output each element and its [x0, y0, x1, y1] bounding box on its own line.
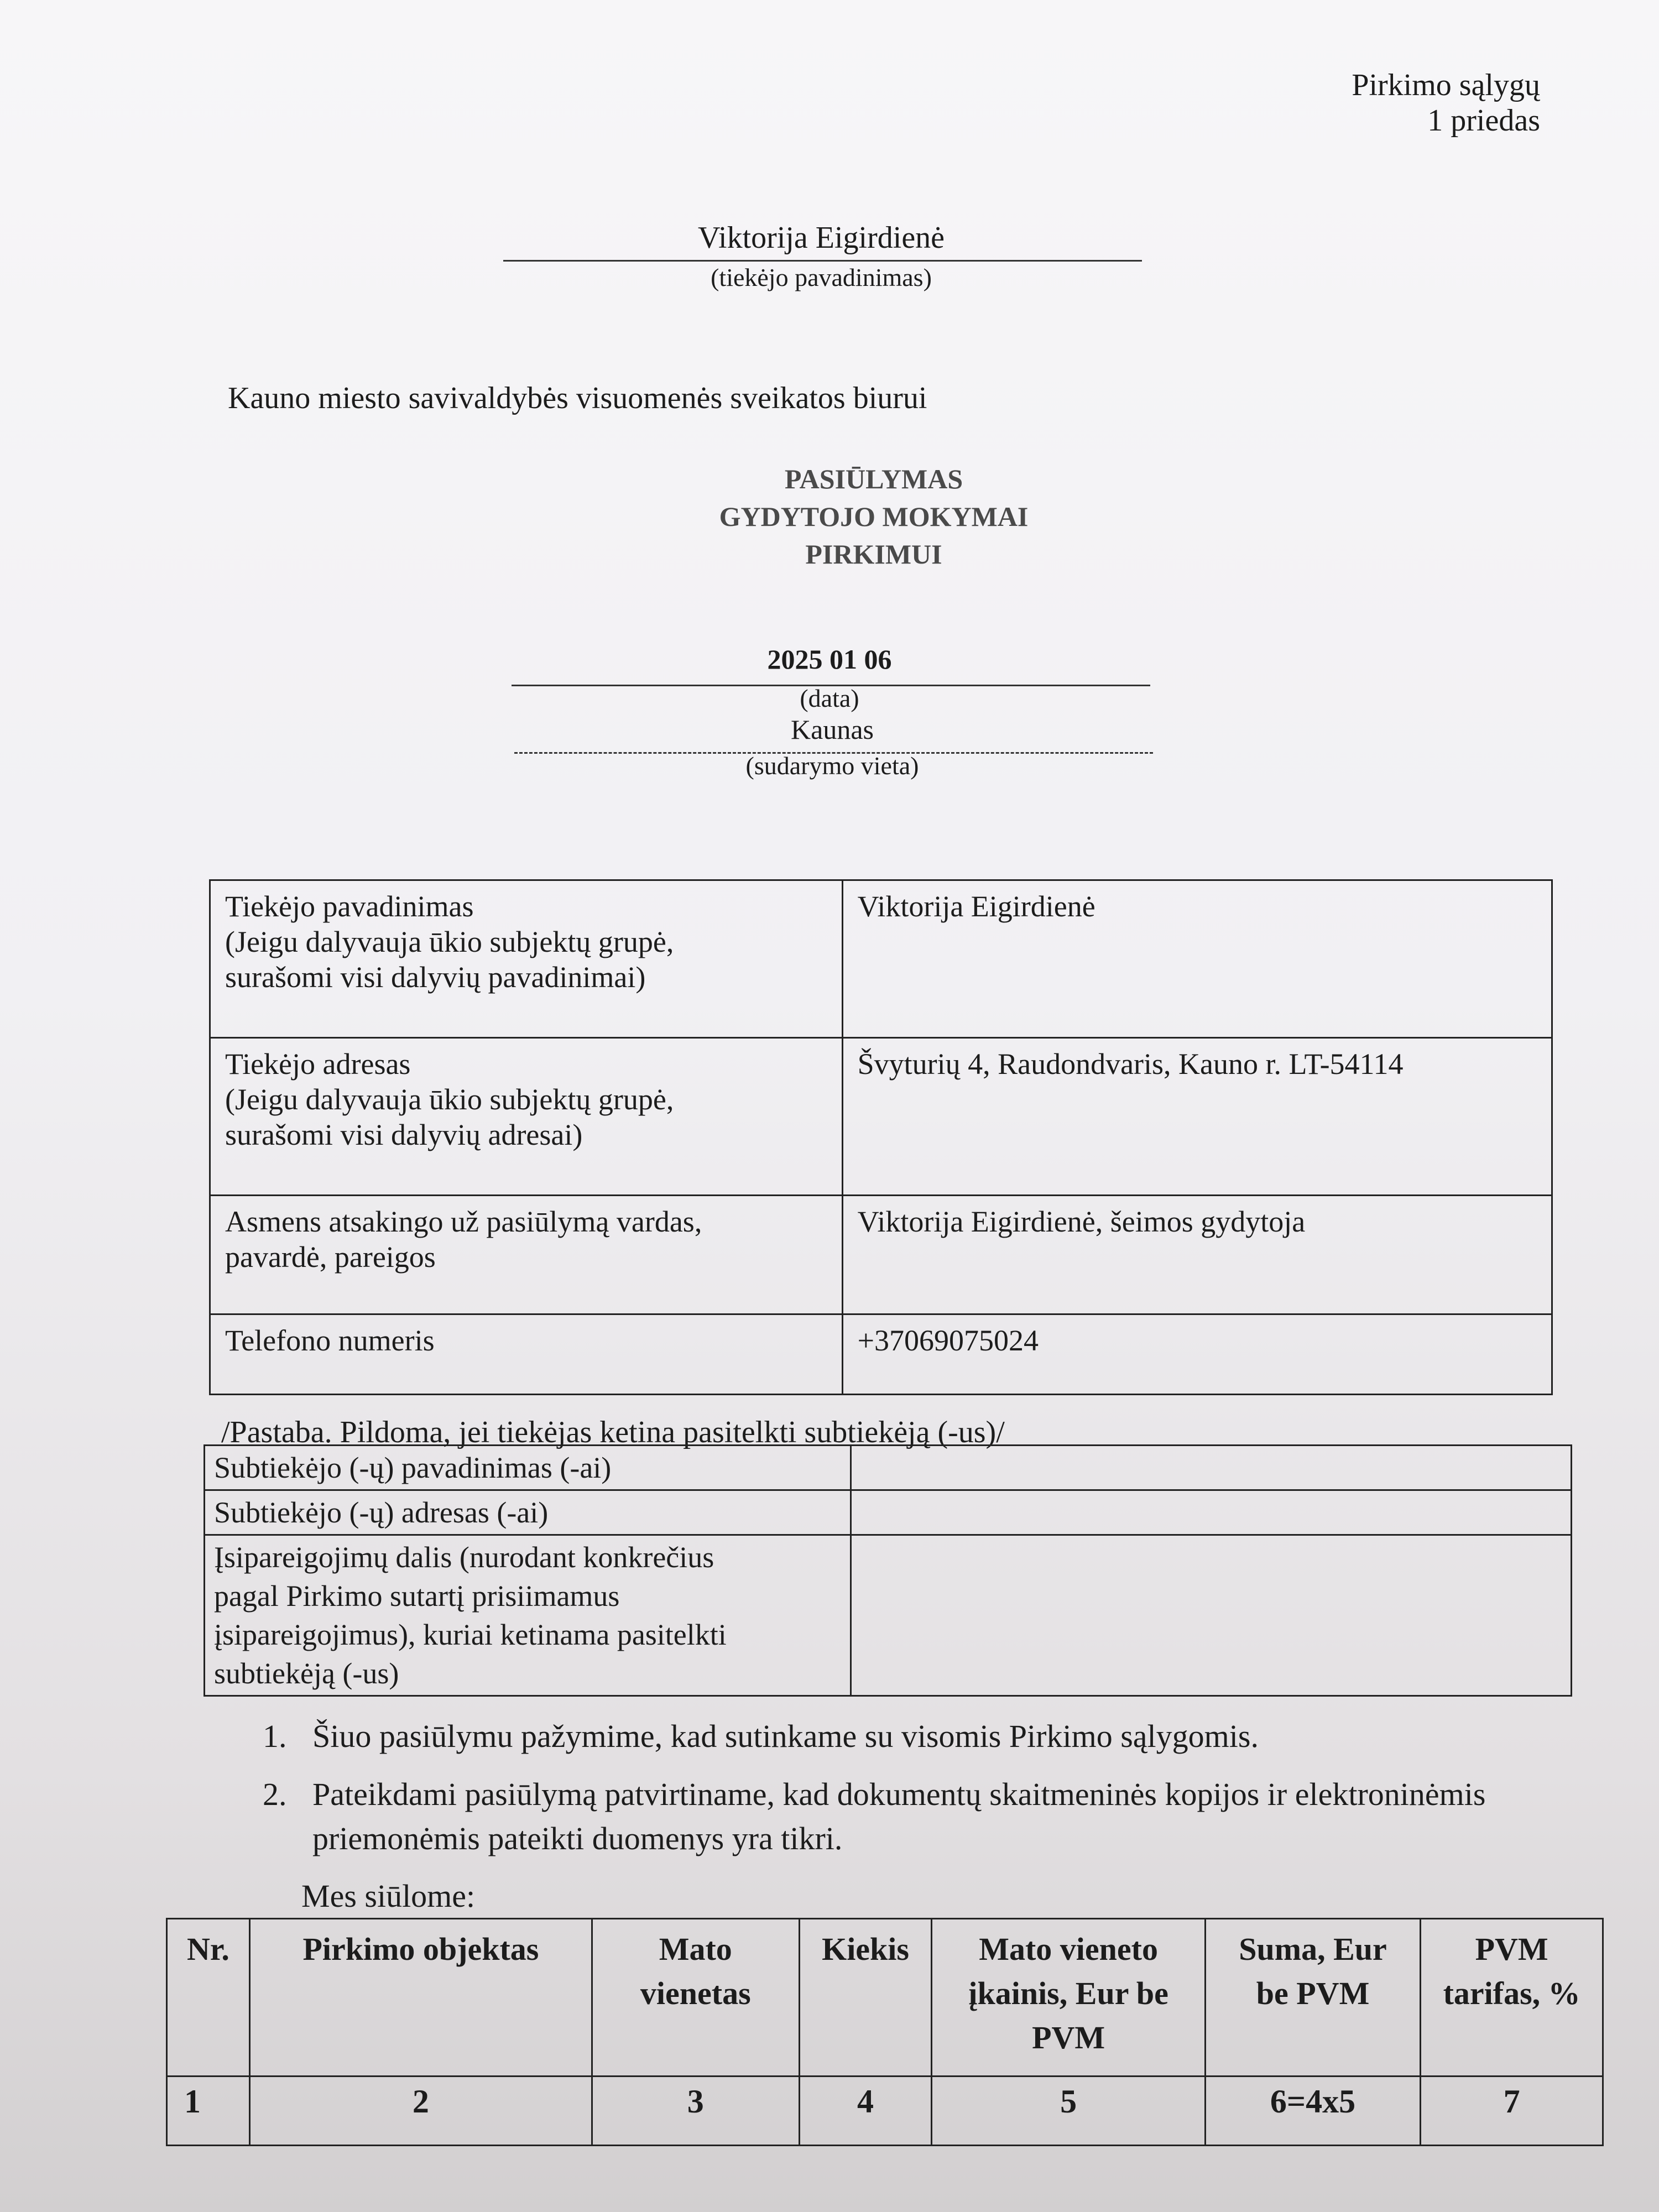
place-caption: (sudarymo vieta) — [745, 752, 919, 780]
value-cell: +37069075024 — [842, 1314, 1552, 1395]
supplier-caption: (tiekėjo pavadinimas) — [711, 263, 932, 291]
supplier-name: Viktorija Eigirdienė — [697, 221, 945, 255]
value-cell: Švyturių 4, Raudondvaris, Kauno r. LT-54114 — [842, 1038, 1552, 1196]
recipient-line: Kauno miesto savivaldybės visuomenės sveikatos biurui — [228, 381, 927, 415]
table-row — [205, 1535, 1572, 1696]
column-number-cell: 5 — [932, 2077, 1205, 2146]
table-row — [210, 1196, 1552, 1314]
document-date: 2025 01 06 — [767, 644, 892, 675]
offer-table — [166, 1918, 1604, 2146]
table-row — [210, 1038, 1552, 1196]
date-caption: (data) — [800, 684, 859, 712]
statement-number: 2. — [263, 1776, 287, 1812]
column-number-cell: 1 — [167, 2077, 250, 2146]
table-row — [167, 2077, 1603, 2146]
value-cell: Viktorija Eigirdienė — [842, 880, 1552, 1038]
subcontractor-note: /Pastaba. Pildoma, jei tiekėjas ketina pasitelkti subtiekėją (-us)/ — [221, 1415, 1005, 1449]
column-header-unit: Mato vienetas — [592, 1919, 799, 2077]
column-number-cell: 2 — [249, 2077, 592, 2146]
column-number-cell: 6=4x5 — [1205, 2077, 1421, 2146]
column-number-cell: 4 — [799, 2077, 932, 2146]
supplier-name-underline — [503, 260, 1142, 262]
label-cell: Tiekėjo pavadinimas (Jeigu dalyvauja ūkio subjektų grupė, surašomi visi dalyvių pavadinimai) — [210, 880, 843, 1038]
title-line-2: GYDYTOJO MOKYMAI — [719, 501, 1029, 532]
table-row — [205, 1446, 1572, 1490]
title-line-1: PASIŪLYMAS — [784, 463, 963, 494]
title-line-3: PIRKIMUI — [805, 539, 942, 570]
label-cell: Subtiekėjo (-ų) pavadinimas (-ai) — [205, 1446, 851, 1490]
statement-2: 2. Pateikdami pasiūlymą patvirtiname, kad dokumentų skaitmeninės kopijos ir elektroninėmis priemonėmis pateikti duomenys yra tikri. — [263, 1772, 1618, 1866]
table-header-row — [167, 1919, 1603, 2077]
column-header-sum: Suma, Eur be PVM — [1205, 1919, 1421, 2077]
supplier-info-table — [209, 879, 1553, 1395]
label-cell: Asmens atsakingo už pasiūlymą vardas, pavardė, pareigos — [210, 1196, 843, 1314]
document-title — [553, 460, 1194, 573]
table-row — [210, 880, 1552, 1038]
statement-1: 1. Šiuo pasiūlymu pažymime, kad sutinkame su visomis Pirkimo sąlygomis. — [263, 1714, 1618, 1764]
label-cell: Įsipareigojimų dalis (nurodant konkrečius pagal Pirkimo sutartį prisiimamus įsipareigojimus), kuriai ketinama pasitelkti subtiekėją (-us) — [205, 1535, 851, 1696]
statement-number: 1. — [263, 1718, 287, 1754]
column-number-cell: 7 — [1421, 2077, 1603, 2146]
value-cell — [851, 1490, 1571, 1535]
document-place: Kaunas — [791, 714, 874, 745]
table-row — [210, 1314, 1552, 1395]
label-cell: Subtiekėjo (-ų) adresas (-ai) — [205, 1490, 851, 1535]
subcontractor-table — [204, 1444, 1572, 1697]
value-cell — [851, 1446, 1571, 1490]
table-row — [205, 1490, 1572, 1535]
value-cell — [851, 1535, 1571, 1696]
column-header-unit-price: Mato vieneto įkainis, Eur be PVM — [932, 1919, 1205, 2077]
column-header-quantity: Kiekis — [799, 1919, 932, 2077]
annex-line-2: 1 priedas — [1427, 103, 1540, 138]
column-header-vat-rate: PVM tarifas, % — [1421, 1919, 1603, 2077]
annex-line-1: Pirkimo sąlygų — [1352, 68, 1540, 102]
column-header-object: Pirkimo objektas — [249, 1919, 592, 2077]
offer-intro: Mes siūlome: — [301, 1878, 476, 1914]
column-number-cell: 3 — [592, 2077, 799, 2146]
annex-header — [1352, 67, 1540, 138]
label-cell: Telefono numeris — [210, 1314, 843, 1395]
column-header-nr: Nr. — [167, 1919, 250, 2077]
value-cell: Viktorija Eigirdienė, šeimos gydytoja — [842, 1196, 1552, 1314]
label-cell: Tiekėjo adresas (Jeigu dalyvauja ūkio subjektų grupė, surašomi visi dalyvių adresai) — [210, 1038, 843, 1196]
